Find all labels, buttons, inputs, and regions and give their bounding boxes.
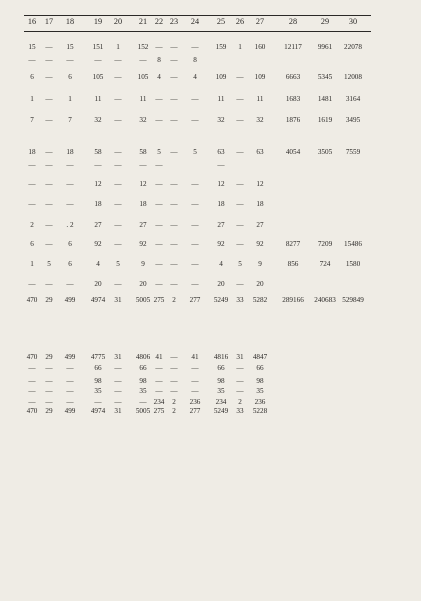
table-cell: 66 (217, 364, 225, 372)
table-cell: 35 (217, 387, 225, 395)
table-cell: 470 (26, 296, 38, 304)
table-cell: 2 (172, 296, 176, 304)
column-header-22: 22 (154, 17, 164, 26)
table-cell: — (236, 221, 244, 229)
table-cell: — (45, 56, 53, 64)
table-cell: — (191, 364, 199, 372)
table-cell: — (66, 398, 74, 406)
table-cell: 12 (139, 180, 147, 188)
table-cell: — (191, 387, 199, 395)
table-cell: — (28, 161, 36, 169)
table-cell: — (155, 95, 163, 103)
table-cell: — (155, 240, 163, 248)
table-cell: 20 (94, 280, 102, 288)
table-cell: 20 (139, 280, 147, 288)
table-cell: — (170, 116, 178, 124)
table-cell: 4847 (252, 353, 268, 361)
column-header-24: 24 (190, 17, 200, 26)
table-cell: — (170, 364, 178, 372)
table-cell: 92 (94, 240, 102, 248)
table-cell: — (45, 148, 53, 156)
table-cell: — (236, 364, 244, 372)
table-cell: — (66, 280, 74, 288)
table-cell: 2 (30, 221, 34, 229)
table-cell: — (170, 200, 178, 208)
table-cell: 41 (191, 353, 199, 361)
table-cell: 4816 (213, 353, 229, 361)
table-cell: — (236, 280, 244, 288)
table-cell: — (139, 398, 147, 406)
table-cell: — (155, 280, 163, 288)
table-cell: 27 (217, 221, 225, 229)
table-cell: 236 (189, 398, 201, 406)
table-cell: — (191, 377, 199, 385)
table-cell: — (28, 387, 36, 395)
table-cell: — (45, 280, 53, 288)
table-cell: 20 (217, 280, 225, 288)
table-cell: — (45, 43, 53, 51)
table-cell: 499 (64, 296, 76, 304)
table-cell: 5005 (135, 407, 151, 415)
table-cell: 3164 (345, 95, 361, 103)
table-cell: 4 (219, 260, 223, 268)
table-cell: 289166 (282, 296, 304, 304)
table-cell: 499 (64, 407, 76, 415)
table-cell: 29 (45, 296, 53, 304)
table-cell: — (66, 56, 74, 64)
table-cell: — (139, 161, 147, 169)
table-cell: 31 (236, 353, 244, 361)
column-header-18: 18 (65, 17, 75, 26)
table-cell: 470 (26, 407, 38, 415)
table-cell: 275 (153, 296, 165, 304)
table-cell: 5005 (135, 296, 151, 304)
table-cell: 66 (256, 364, 264, 372)
table-cell: 1 (238, 43, 242, 51)
table-cell: — (114, 221, 122, 229)
table-cell: 277 (189, 407, 201, 415)
table-cell: 152 (137, 43, 149, 51)
table-cell: 66 (139, 364, 147, 372)
column-header-29: 29 (320, 17, 330, 26)
table-cell: — (28, 364, 36, 372)
table-cell: 6663 (285, 73, 301, 81)
table-cell: 6 (68, 260, 72, 268)
table-cell: 240683 (314, 296, 336, 304)
table-cell: 12 (256, 180, 264, 188)
table-cell: 27 (256, 221, 264, 229)
header-rule-bottom (24, 31, 371, 32)
table-cell: 4 (96, 260, 100, 268)
table-cell: 1619 (317, 116, 333, 124)
table-cell: 66 (94, 364, 102, 372)
table-cell: — (45, 221, 53, 229)
table-cell: 11 (94, 95, 102, 103)
table-cell: — (66, 180, 74, 188)
table-cell: 1876 (285, 116, 301, 124)
column-header-20: 20 (113, 17, 123, 26)
table-cell: 234 (153, 398, 165, 406)
column-header-26: 26 (235, 17, 245, 26)
table-cell: — (170, 240, 178, 248)
table-cell: — (114, 377, 122, 385)
table-cell: 31 (114, 296, 122, 304)
header-rule-top (24, 15, 371, 16)
table-cell: 277 (189, 296, 201, 304)
table-cell: — (191, 221, 199, 229)
table-cell: 35 (139, 387, 147, 395)
table-cell: — (114, 56, 122, 64)
table-cell: 29 (45, 407, 53, 415)
table-cell: 109 (254, 73, 266, 81)
table-cell: — (45, 200, 53, 208)
table-cell: — (191, 260, 199, 268)
table-cell: — (94, 398, 102, 406)
table-cell: — (170, 180, 178, 188)
table-cell: 12008 (344, 73, 362, 81)
table-cell: 18 (217, 200, 225, 208)
table-cell: — (236, 180, 244, 188)
table-cell: — (191, 200, 199, 208)
table-cell: 15 (28, 43, 36, 51)
table-cell: 15 (66, 43, 74, 51)
table-cell: 12117 (284, 43, 302, 51)
table-cell: — (170, 377, 178, 385)
table-cell: 2 (172, 398, 176, 406)
table-cell: 5 (238, 260, 242, 268)
table-cell: 98 (256, 377, 264, 385)
table-cell: 6 (30, 73, 34, 81)
table-cell: 98 (217, 377, 225, 385)
table-cell: — (94, 56, 102, 64)
table-cell: — (114, 148, 122, 156)
table-cell: — (155, 364, 163, 372)
table-cell: — (114, 398, 122, 406)
table-cell: 151 (92, 43, 104, 51)
table-cell: 12 (217, 180, 225, 188)
table-cell: 18 (256, 200, 264, 208)
table-cell: 105 (92, 73, 104, 81)
table-cell: 27 (139, 221, 147, 229)
table-cell: 4974 (90, 407, 106, 415)
table-cell: — (66, 364, 74, 372)
table-cell: 98 (139, 377, 147, 385)
table-cell: 3495 (345, 116, 361, 124)
table-cell: — (114, 364, 122, 372)
table-cell: 18 (94, 200, 102, 208)
table-cell: 11 (256, 95, 264, 103)
table-cell: — (217, 161, 225, 169)
table-cell: — (236, 73, 244, 81)
table-cell: 7 (68, 116, 72, 124)
table-cell: 4 (157, 73, 161, 81)
table-cell: — (191, 240, 199, 248)
column-header-30: 30 (348, 17, 358, 26)
table-cell: — (170, 43, 178, 51)
table-cell: 499 (64, 353, 76, 361)
table-cell: 9 (141, 260, 145, 268)
table-cell: — (28, 56, 36, 64)
table-cell: 275 (153, 407, 165, 415)
table-cell: 5282 (252, 296, 268, 304)
column-header-16: 16 (27, 17, 37, 26)
table-cell: — (28, 280, 36, 288)
table-cell: 3505 (317, 148, 333, 156)
table-cell: 12 (94, 180, 102, 188)
table-cell: 1481 (317, 95, 333, 103)
table-cell: 1 (116, 43, 120, 51)
table-cell: — (170, 73, 178, 81)
column-header-21: 21 (138, 17, 148, 26)
table-cell: 8 (193, 56, 197, 64)
table-cell: 4775 (90, 353, 106, 361)
table-cell: — (45, 95, 53, 103)
table-cell: 6 (30, 240, 34, 248)
table-cell: 35 (94, 387, 102, 395)
table-cell: — (170, 56, 178, 64)
table-cell: — (114, 200, 122, 208)
table-cell: — (170, 353, 178, 361)
table-cell: 4974 (90, 296, 106, 304)
table-cell: 6 (68, 240, 72, 248)
table-cell: 1 (30, 260, 34, 268)
table-cell: 22078 (344, 43, 362, 51)
table-cell: — (45, 240, 53, 248)
table-cell: — (114, 240, 122, 248)
table-cell: 92 (217, 240, 225, 248)
table-cell: — (45, 387, 53, 395)
table-cell: — (114, 161, 122, 169)
table-cell: 5345 (317, 73, 333, 81)
table-cell: 4054 (285, 148, 301, 156)
table-cell: 9961 (317, 43, 333, 51)
table-cell: 11 (139, 95, 147, 103)
table-cell: — (236, 240, 244, 248)
table-cell: — (170, 221, 178, 229)
table-cell: — (45, 73, 53, 81)
table-cell: — (236, 387, 244, 395)
table-cell: — (45, 161, 53, 169)
table-cell: 1580 (345, 260, 361, 268)
table-cell: — (28, 377, 36, 385)
table-cell: 29 (45, 353, 53, 361)
table-cell: 32 (94, 116, 102, 124)
column-header-27: 27 (255, 17, 265, 26)
table-cell: 2 (238, 398, 242, 406)
table-cell: 63 (256, 148, 264, 156)
table-cell: — (236, 95, 244, 103)
table-cell: 7559 (345, 148, 361, 156)
table-cell: 18 (139, 200, 147, 208)
table-cell: — (114, 95, 122, 103)
table-cell: 5 (193, 148, 197, 156)
column-header-19: 19 (93, 17, 103, 26)
table-cell: — (28, 180, 36, 188)
column-header-23: 23 (169, 17, 179, 26)
table-cell: 33 (236, 296, 244, 304)
table-cell: — (114, 116, 122, 124)
table-cell: — (114, 73, 122, 81)
table-cell: 529849 (342, 296, 364, 304)
table-cell: — (170, 260, 178, 268)
table-cell: 41 (155, 353, 163, 361)
table-cell: 4806 (135, 353, 151, 361)
table-cell: — (155, 43, 163, 51)
table-cell: — (191, 180, 199, 188)
table-cell: 18 (66, 148, 74, 156)
table-cell: 32 (139, 116, 147, 124)
table-cell: — (155, 377, 163, 385)
table-cell: — (191, 280, 199, 288)
table-cell: 1 (30, 95, 34, 103)
column-header-25: 25 (216, 17, 226, 26)
table-cell: 31 (114, 353, 122, 361)
table-cell: 6 (68, 73, 72, 81)
table-cell: 63 (217, 148, 225, 156)
table-cell: — (170, 387, 178, 395)
table-cell: 27 (94, 221, 102, 229)
table-cell: — (155, 161, 163, 169)
table-cell: 105 (137, 73, 149, 81)
table-cell: — (66, 161, 74, 169)
table-cell: — (94, 161, 102, 169)
table-cell: 92 (139, 240, 147, 248)
table-cell: — (236, 200, 244, 208)
table-cell: — (66, 377, 74, 385)
table-cell: — (170, 280, 178, 288)
table-cell: — (45, 364, 53, 372)
table-cell: — (155, 116, 163, 124)
table-cell: 159 (215, 43, 227, 51)
table-cell: — (66, 387, 74, 395)
table-cell: — (114, 387, 122, 395)
table-cell: 5 (47, 260, 51, 268)
table-cell: — (155, 387, 163, 395)
table-cell: 5 (116, 260, 120, 268)
table-cell: 236 (254, 398, 266, 406)
table-cell: 5249 (213, 296, 229, 304)
table-cell: 1683 (285, 95, 301, 103)
table-cell: 32 (256, 116, 264, 124)
table-cell: 15486 (344, 240, 362, 248)
table-cell: 11 (217, 95, 225, 103)
table-cell: — (45, 377, 53, 385)
column-header-17: 17 (44, 17, 54, 26)
table-cell: 20 (256, 280, 264, 288)
table-cell: — (170, 148, 178, 156)
table-cell: — (45, 116, 53, 124)
table-cell: 31 (114, 407, 122, 415)
table-cell: . 2 (66, 221, 74, 229)
table-cell: 724 (319, 260, 331, 268)
table-cell: — (28, 398, 36, 406)
table-cell: — (66, 200, 74, 208)
table-cell: 58 (139, 148, 147, 156)
table-cell: — (28, 200, 36, 208)
table-cell: — (155, 180, 163, 188)
table-cell: — (155, 260, 163, 268)
table-cell: — (236, 377, 244, 385)
table-cell: 7209 (317, 240, 333, 248)
table-cell: 5 (157, 148, 161, 156)
table-cell: — (170, 95, 178, 103)
table-cell: 92 (256, 240, 264, 248)
table-cell: 35 (256, 387, 264, 395)
table-cell: 8 (157, 56, 161, 64)
table-cell: 7 (30, 116, 34, 124)
table-cell: 9 (258, 260, 262, 268)
table-cell: — (45, 180, 53, 188)
table-cell: 8277 (285, 240, 301, 248)
table-cell: — (236, 148, 244, 156)
table-cell: 856 (287, 260, 299, 268)
column-header-28: 28 (288, 17, 298, 26)
table-cell: — (139, 56, 147, 64)
table-cell: — (155, 221, 163, 229)
table-cell: — (191, 95, 199, 103)
table-cell: — (236, 116, 244, 124)
table-cell: 470 (26, 353, 38, 361)
table-cell: 234 (215, 398, 227, 406)
table-cell: — (114, 180, 122, 188)
table-cell: 32 (217, 116, 225, 124)
table-cell: — (114, 280, 122, 288)
table-cell: 4 (193, 73, 197, 81)
table-cell: 5249 (213, 407, 229, 415)
table-cell: 160 (254, 43, 266, 51)
table-cell: — (191, 116, 199, 124)
table-cell: 18 (28, 148, 36, 156)
table-cell: 2 (172, 407, 176, 415)
table-cell: — (45, 398, 53, 406)
table-cell: — (155, 200, 163, 208)
table-cell: — (191, 43, 199, 51)
table-cell: 1 (68, 95, 72, 103)
table-cell: 109 (215, 73, 227, 81)
table-cell: 58 (94, 148, 102, 156)
table-cell: 33 (236, 407, 244, 415)
table-cell: 98 (94, 377, 102, 385)
table-cell: 5228 (252, 407, 268, 415)
